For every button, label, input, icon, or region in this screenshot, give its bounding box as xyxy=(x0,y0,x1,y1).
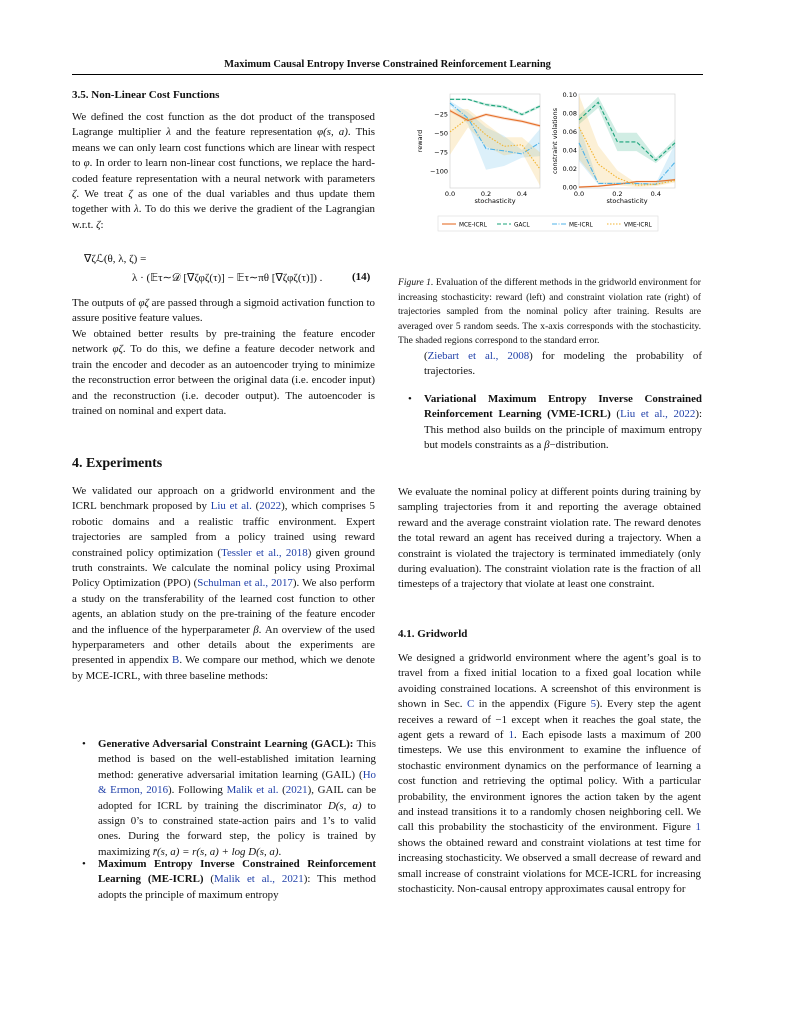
citation-link[interactable]: 5 xyxy=(590,698,597,711)
text-run: . An overview of the used hyperparameters and other details about the experiments are presented in appendix xyxy=(72,623,375,667)
y-tick-label: 0.00 xyxy=(562,183,577,192)
text-run: in the appendix (Figure xyxy=(474,698,591,711)
me-icrl-continued xyxy=(424,349,702,380)
text-run: . To do this we derive the gradient of the Lagrangian w.r.t. xyxy=(72,203,375,231)
y-axis-label: constraint violations xyxy=(551,107,559,175)
text-run: ). Every step the agent receives a reward of −1 except when it reaches the goal state, the agent gets a reward of xyxy=(398,698,701,742)
math-text: φ xyxy=(83,157,90,170)
running-header: Maximum Causal Entropy Inverse Constrained Reinforcement Learning xyxy=(224,59,551,70)
text-run: We obtained better results by pre-training the feature encoder network xyxy=(72,328,375,356)
math-text: λ xyxy=(166,126,171,139)
text-run: ). Following xyxy=(168,784,227,797)
text-run: . We treat xyxy=(76,188,129,201)
text-run: : xyxy=(100,218,104,231)
legend-label: VME-ICRL xyxy=(624,222,652,229)
math-text: ζ xyxy=(72,188,77,201)
equation-number: (14) xyxy=(352,271,371,283)
text-run: ). We also perform a study on the transferability of the learned cost function to other agents, an ablation study on the pre-training of the feature encoder and the influence of the hyperparameter xyxy=(72,577,375,636)
text-run: ): This method also builds on the principle of maximum entropy but models constraints as a xyxy=(424,408,702,452)
citation-link[interactable]: Malik et al., 2021 xyxy=(214,873,304,886)
x-axis-label: stochasticity xyxy=(606,197,648,205)
legend-label: ME-ICRL xyxy=(569,222,593,229)
bullet-dot: • xyxy=(82,858,86,870)
citation-link[interactable]: Schulman et al., 2017 xyxy=(197,577,293,590)
text-run: as one of the dual variables and thus update them together with xyxy=(72,188,375,216)
bullet-text xyxy=(98,738,376,858)
bullet-dot: • xyxy=(82,738,86,750)
math-text: β xyxy=(253,623,259,636)
bullet-gacl xyxy=(82,737,377,860)
citation-link[interactable]: Liu et al., 2022 xyxy=(620,408,696,421)
text-run: ), which comprises 5 robotic domains and a realistic traffic environment. Expert trajectories are sampled from a policy trained using reward constrained policy optimization ( xyxy=(72,500,375,559)
citation-link[interactable]: 2021 xyxy=(285,784,308,797)
text-run: ( xyxy=(278,784,286,797)
y-tick-label: −75 xyxy=(434,148,448,157)
text-run: . Each episode lasts a maximum of 200 timesteps. We use this environment to examine the influence of stochastic environment dynamics on the performance of learning a cost function and retrieving the optimal policy. With a particular probability, the environment ignores the action taken by the agent and instead transitions it to a randomly chosen neighboring cell. We call this probability the stochasticity of the environment. Figure xyxy=(398,729,701,834)
text-run: shows the obtained reward and constraint violations at test time for increasing stochasticity. We observed a small decrease of reward and small increase of constraint violations for MCE-ICRL for increasing stochasticity. Non-causal entropy approximates causal entropy for xyxy=(398,836,701,896)
x-tick-label: 0.4 xyxy=(516,190,528,198)
x-tick-label: 0.4 xyxy=(650,190,661,198)
text-run: We validated our approach on a gridworld environment and the ICRL benchmark proposed by xyxy=(72,485,375,513)
text-run: . To do this, we define a feature decoder network and train the encoder and decoder as an autoencoder trying to minimize the reconstruction error between the original data (i.e. encoder input) and the reconstruction (i.e. decoder output). The autoencoder is trained on nominal and expert data. xyxy=(72,343,375,418)
bullet-text xyxy=(424,393,702,451)
text-run: . In order to learn non-linear cost functions, we replace the hard-coded feature representation with a neural network with parameters xyxy=(72,157,375,185)
y-tick-label: −50 xyxy=(434,129,448,138)
citation-link[interactable]: 1 xyxy=(508,729,515,742)
bullet-vme-icrl xyxy=(408,392,702,454)
y-tick-label: −100 xyxy=(430,167,448,176)
section-3-5-heading: 3.5. Non-Linear Cost Functions xyxy=(72,89,220,101)
citation-link[interactable]: 2022 xyxy=(259,500,282,513)
figure-1-charts xyxy=(410,85,710,265)
text-run: ( xyxy=(424,350,428,362)
y-tick-label: 0.04 xyxy=(562,146,577,155)
text-run: Generative Adversarial Constraint Learning (GACL): xyxy=(98,738,354,750)
text-run: ) for modeling the probability of trajectories. xyxy=(424,350,702,378)
text-run: . We compare our method, which we denote by MCE-ICRL, with three baseline methods: xyxy=(72,654,375,682)
x-tick-label: 0.2 xyxy=(480,190,492,198)
figure-caption xyxy=(398,276,701,349)
citation-link[interactable]: Tessler et al., 2018 xyxy=(221,546,308,559)
bullet-text xyxy=(98,858,376,901)
math-text: D(s, a) xyxy=(327,799,362,812)
x-tick-label: 0.0 xyxy=(573,190,585,198)
math-text: ζ xyxy=(128,188,133,201)
citation-link[interactable]: Liu et al. xyxy=(210,500,252,513)
section-4-heading: 4. Experiments xyxy=(72,456,163,471)
citation-link[interactable]: 1 xyxy=(695,821,701,834)
text-run: Evaluation of the different methods in the gridworld environment for increasing stochasticity: reward (left) and constraint violation rate (right) of trajectories sampled from the nominal policy after training. Results are averaged over 5 random seeds. The x-axis corresponds with the stochasticity. The shaded regions correspond to the standard error. xyxy=(398,277,701,346)
text-run: ): This method adopts the principle of maximum entropy xyxy=(98,873,376,901)
math-text: ζ xyxy=(96,218,101,231)
equation-line-2: λ · (𝔼τ∼𝒟 [∇ζφζ(τ)] − 𝔼τ∼πθ [∇ζφζ(τ)]) . xyxy=(132,272,323,284)
y-tick-label: 0.06 xyxy=(562,127,577,136)
citation-link[interactable]: C xyxy=(466,698,475,711)
text-run: ( xyxy=(251,500,260,513)
bullet-dot: • xyxy=(408,393,412,405)
paragraph xyxy=(398,651,701,898)
math-text: φ(s, a) xyxy=(317,126,348,139)
text-run: We evaluate the nominal policy at different points during training by sampling trajectories from it and reporting the average obtained reward and the average constraint violation rate. The reward denotes the total reward an agent has received during a trajectory. When a constraint is violated the trajectory is terminated immediately (only during evaluation). The constraint violation rate is the fraction of all timesteps of a trajectory that violate at least one constraint. xyxy=(398,486,701,591)
math-text: r̄(s, a) = r(s, a) + log D(s, a) xyxy=(152,845,279,858)
text-run: Maximum Entropy Inverse Constrained Reinforcement Learning (ME-ICRL) xyxy=(98,858,376,886)
legend-label: MCE-ICRL xyxy=(459,222,487,229)
text-run: . xyxy=(278,845,282,858)
text-run: to assign 0’s to constrained state-action pairs and 1’s to valid ones. During the forward step, the policy is trained by maximizing xyxy=(98,799,377,858)
text-run: . This means we can only learn cost functions which are linear with respect to xyxy=(72,126,375,170)
x-tick-label: 0.2 xyxy=(612,190,623,198)
text-run: The outputs of xyxy=(72,297,139,309)
y-tick-label: 0.10 xyxy=(562,91,577,100)
y-tick-label: 0.02 xyxy=(562,164,577,173)
math-text: λ xyxy=(134,203,139,216)
paragraph xyxy=(72,110,375,233)
y-tick-label: 0.08 xyxy=(562,109,577,118)
math-text: β xyxy=(544,439,550,452)
header-rule xyxy=(72,74,703,75)
text-run: ) given ground truth constraints. We calculate the nominal policy using Proximal Policy Optimization (PPO) ( xyxy=(72,546,376,590)
text-run: −distribution. xyxy=(549,439,609,452)
math-text: φζ xyxy=(138,297,149,309)
text-run: We defined the cost function as the dot product of the transposed Lagrange multiplier xyxy=(72,111,375,139)
section-4-1-heading: 4.1. Gridworld xyxy=(398,628,468,640)
equation-line-1: ∇ζℒ(θ, λ, ζ) = xyxy=(84,253,147,265)
bullet-me-icrl xyxy=(82,857,376,903)
text-run: ), GAIL can be adopted for ICRL by training the discriminator xyxy=(98,784,377,812)
y-axis-label: reward xyxy=(416,129,424,153)
x-tick-label: 0.0 xyxy=(444,190,456,198)
math-text: Figure 1. xyxy=(398,277,434,288)
citation-link[interactable]: Malik et al. xyxy=(226,784,279,797)
text-run: Variational Maximum Entropy Inverse Constrained Reinforcement Learning (VME-ICRL) xyxy=(424,393,702,421)
paragraph xyxy=(72,296,375,327)
citation-link[interactable]: B xyxy=(172,654,180,667)
text-run: and the feature representation xyxy=(170,126,318,139)
paragraph xyxy=(398,485,701,593)
y-tick-label: −25 xyxy=(434,110,448,119)
legend-label: GACL xyxy=(514,222,530,229)
math-text: φζ xyxy=(112,343,123,356)
text-run: ( xyxy=(610,408,621,421)
text-run: ( xyxy=(203,873,215,886)
x-axis-label: stochasticity xyxy=(474,197,516,205)
paragraph xyxy=(72,327,375,419)
paragraph xyxy=(72,484,375,684)
citation-link[interactable]: Ho & Ermon, 2016 xyxy=(98,768,376,797)
citation-link[interactable]: Ziebart et al., 2008 xyxy=(427,350,530,362)
text-run: are passed through a sigmoid activation function to assure positive feature values. xyxy=(72,297,375,325)
text-run: This method is based on the well-established imitation learning method: generative adversarial imitation learning (GAIL) ( xyxy=(98,738,376,781)
text-run: We designed a gridworld environment where the agent’s goal is to travel from a fixed initial location to a fixed goal location while avoiding constrained locations. A screenshot of this environment is shown in Sec. xyxy=(398,652,701,711)
